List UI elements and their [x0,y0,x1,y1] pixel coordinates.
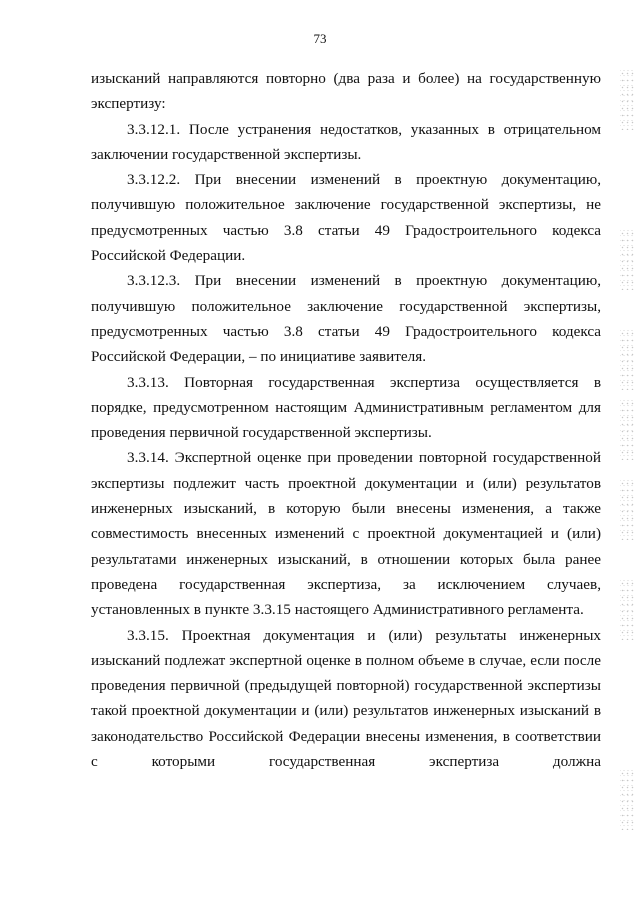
scan-noise [620,230,634,290]
scan-noise [620,330,634,390]
document-body [91,66,601,774]
scan-noise [620,480,634,540]
paragraph-3-3-12-2: 3.3.12.2. При внесении изменений в проектную документацию, получившую положительное заключение государственной экспертизы, не предусмотренных частью 3.8 статьи 49 Градостроительного кодекса Российской Федерации. [91,171,601,265]
page-number: 73 [313,31,327,46]
paragraph-3-3-15: 3.3.15. Проектная документация и (или) результаты инженерных изысканий подлежат экспертной оценке в полном объеме в случае, если после проведения первичной (предыдущей повторной) государственной экспертизы такой проектной документации и (или) результатов инженерных изысканий в законодательство Российской Федерации внесены изменения, в соответствии с которыми государственная экспертиза должна [91,626,601,771]
paragraph-continuation: изысканий направляются повторно (два раза и более) на государственную экспертизу: [91,70,601,113]
scan-noise [620,400,634,460]
scan-noise [620,580,634,640]
paragraph-3-3-12-1: 3.3.12.1. После устранения недостатков, указанных в отрицательном заключении государственной экспертизы. [91,120,601,163]
paragraph-3-3-14: 3.3.14. Экспертной оценке при проведении повторной государственной экспертизы подлежит часть проектной документации и (или) результатов инженерных изысканий, в которую были внесены изменения, а также совместимость внесенных изменений с проектной документацией и (или) результатами инженерных изысканий, в отношении которых была ранее проведена государственная экспертиза, за исключением случаев, установленных в пункте 3.3.15 настоящего Административного регламента. [91,449,601,619]
paragraph-3-3-12-3: 3.3.12.3. При внесении изменений в проектную документацию, получившую положительное заключение государственной экспертизы, предусмотренных частью 3.8 статьи 49 Градостроительного кодекса Российской Федерации, – по инициативе заявителя. [91,272,601,366]
scan-noise [620,770,634,830]
scan-noise [620,70,634,130]
paragraph-3-3-13: 3.3.13. Повторная государственная экспертиза осуществляется в порядке, предусмотренном настоящим Административным регламентом для проведения первичной государственной экспертизы. [91,373,601,442]
